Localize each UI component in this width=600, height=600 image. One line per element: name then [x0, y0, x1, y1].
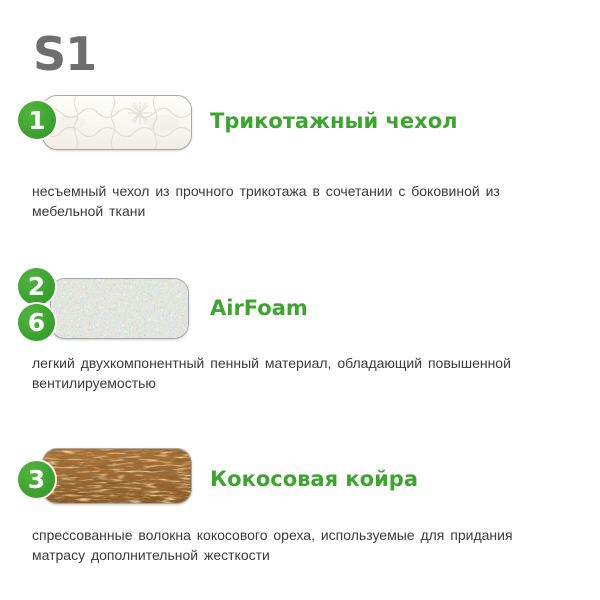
layer-number-badge: 1 — [18, 101, 56, 139]
description-line: вентилируемостью — [32, 375, 156, 391]
layer-description — [32, 181, 500, 221]
layer-description — [32, 525, 513, 565]
layer-number-badge: 2 — [18, 268, 55, 305]
airfoam-texture — [51, 279, 188, 338]
layer-image-quilted-cover — [42, 95, 192, 150]
layer-description — [32, 353, 511, 393]
description-line: матрасу дополнительной жесткости — [32, 547, 270, 563]
layer-heading: AirFoam — [210, 296, 308, 320]
page-title: S1 — [33, 27, 97, 81]
description-line: мебельной ткани — [32, 203, 146, 219]
layer-heading: Кокосовая койра — [210, 467, 419, 491]
layer-image-airfoam — [50, 278, 189, 339]
quilted-cover-texture — [43, 96, 191, 149]
description-line: несъемный чехол из прочного трикотажа в сочетании с боковиной из — [32, 183, 500, 199]
layer-number-badge: 3 — [18, 461, 55, 498]
layer-image-coconut-coir — [42, 448, 192, 504]
description-line: спрессованные волокна кокосового ореха, используемые для придания — [32, 527, 513, 543]
coconut-coir-texture — [43, 449, 191, 503]
description-line: легкий двухкомпонентный пенный материал, обладающий повышенной — [32, 355, 511, 371]
layer-heading: Трикотажный чехол — [210, 109, 458, 133]
layer-number-badge: 6 — [18, 304, 55, 341]
